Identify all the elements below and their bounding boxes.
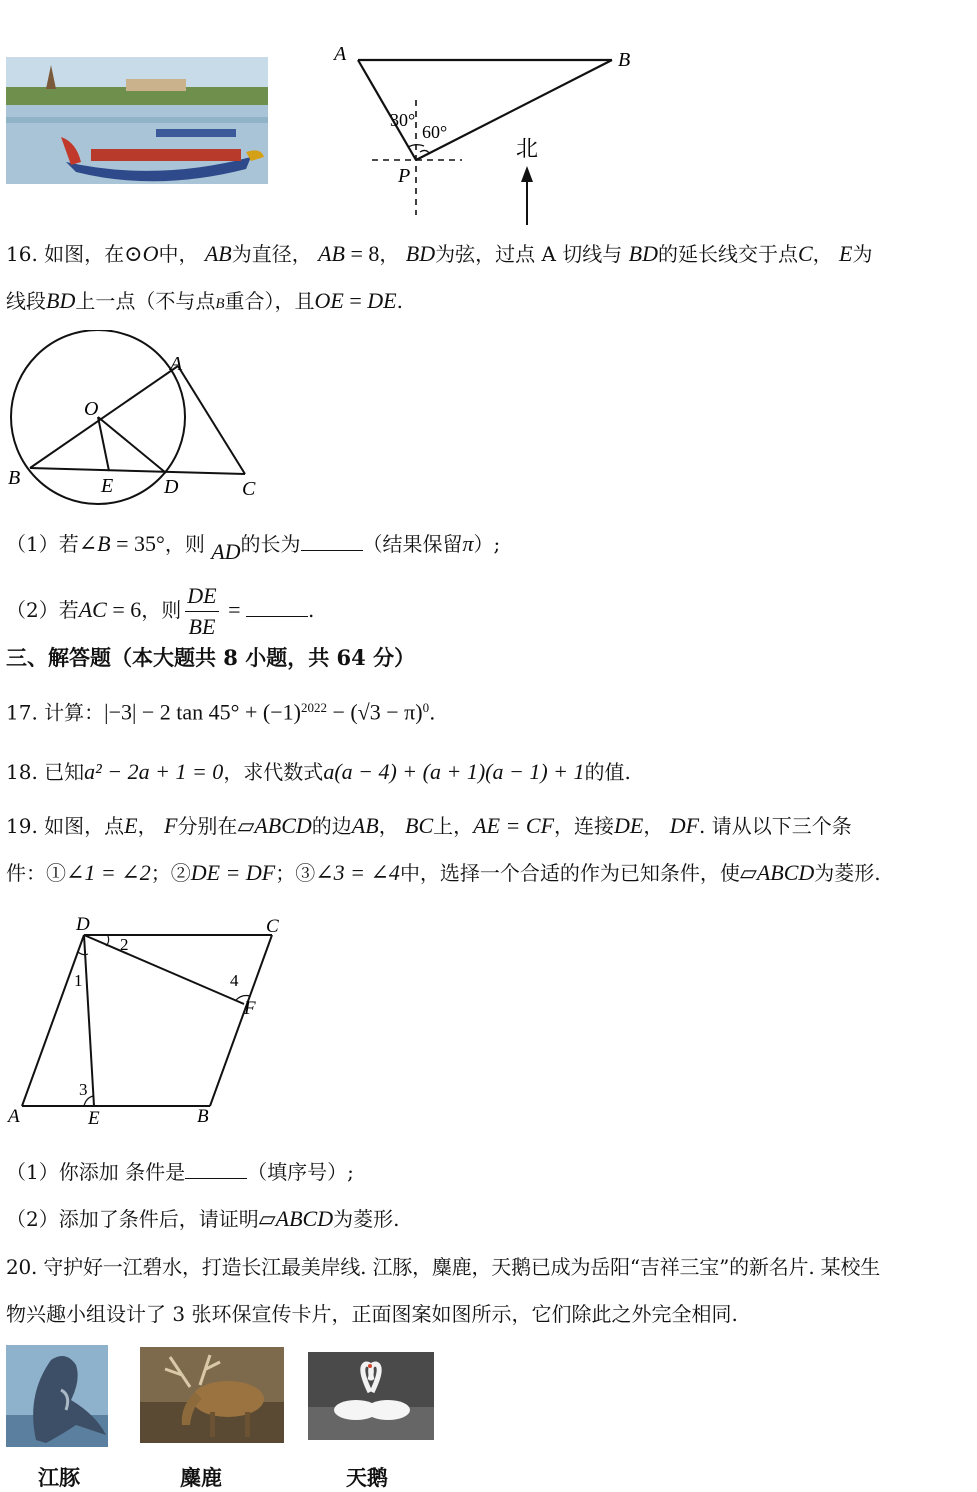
q16-line1: 16. 如图，在⊙O中， AB为直径， AB = 8， BD为弦，过点 A 切线与 BD的延长线交于点C， E为 (6, 241, 873, 266)
caption-swan: 天鹅 (346, 1466, 388, 1490)
swan-photo (308, 1352, 434, 1440)
label-A: A (170, 353, 183, 375)
deer-photo (140, 1347, 284, 1443)
angle-30: 30° (390, 110, 416, 130)
dolphin-photo (6, 1345, 108, 1447)
q20-line2: 物兴趣小组设计了 3 张环保宣传卡片，正面图案如图所示，它们除此之外完全相同. (6, 1302, 738, 1326)
label-A: A (334, 43, 347, 65)
fraction-de-be: $\frac{DE}{BE}$ (187, 583, 217, 639)
label-B: B (618, 49, 631, 71)
answer-blank[interactable] (185, 1160, 247, 1179)
angle-4: 4 (230, 971, 239, 990)
angle-1: 1 (74, 971, 83, 990)
label-E: E (88, 1108, 100, 1129)
label-C: C (266, 916, 279, 937)
q19-part2: （2）添加了条件后，请证明▱ABCD为菱形. (6, 1206, 400, 1231)
q16-line2: 线段BD上一点（不与点B重合），且OE = DE. (6, 288, 403, 313)
angle-60: 60° (422, 122, 448, 142)
q16-part1: （1）若∠B = 35°，则 AD的长为 （结果保留π）; (6, 531, 501, 564)
label-B: B (8, 467, 21, 489)
q19-line1: 19. 如图，点E， F分别在▱ABCD的边AB， BC上，AE = CF，连接DE， DF. 请从以下三个条 (6, 813, 852, 838)
label-B: B (197, 1106, 209, 1127)
section-heading: 三、解答题（本大题共 8 小题，共 64 分） (6, 645, 416, 670)
label-C: C (242, 478, 256, 500)
answer-blank[interactable] (246, 598, 308, 617)
label-O: O (84, 398, 99, 420)
circle-figure (4, 330, 274, 510)
circle-symbol: ⊙ (124, 241, 143, 266)
angle-2: 2 (120, 935, 129, 954)
label-P: P (398, 165, 411, 187)
label-E: E (101, 475, 114, 497)
label-F: F (244, 998, 256, 1019)
bearing-figure (320, 40, 660, 230)
answer-blank[interactable] (301, 532, 363, 551)
q20-line1: 20. 守护好一江碧水，打造长江最美岸线. 江豚，麋鹿，天鹅已成为岳阳“吉祥三宝”的新名片. 某校生 (6, 1255, 881, 1279)
q19-line2: 件：①∠1 = ∠2；②DE = DF；③∠3 = ∠4中，选择一个合适的作为已知条件，使▱ABCD为菱形. (6, 860, 881, 885)
q18: 18. 已知a² − 2a + 1 = 0，求代数式a(a − 4) + (a + 1)(a − 1) + 1的值. (6, 759, 631, 784)
q16-part2: （2）若AC = 6，则 $\frac{DE}{BE}$ = . (6, 578, 314, 642)
label-A: A (8, 1106, 20, 1127)
caption-deer: 麋鹿 (180, 1466, 222, 1490)
q19-part1: （1）你添加 条件是 （填序号）; (6, 1160, 354, 1184)
parallelogram-figure (4, 908, 294, 1133)
label-D: D (164, 476, 179, 498)
angle-3: 3 (79, 1080, 88, 1099)
q17: 17. 计算：|−3| − 2 $\tan 45^\circ + (-1)^{2022} - (√3 - \pi)^0$. (6, 699, 436, 725)
label-D: D (76, 914, 90, 935)
dragon-boat-photo (6, 57, 268, 184)
north-label: 北 (516, 137, 539, 162)
caption-dolphin: 江豚 (38, 1466, 80, 1490)
